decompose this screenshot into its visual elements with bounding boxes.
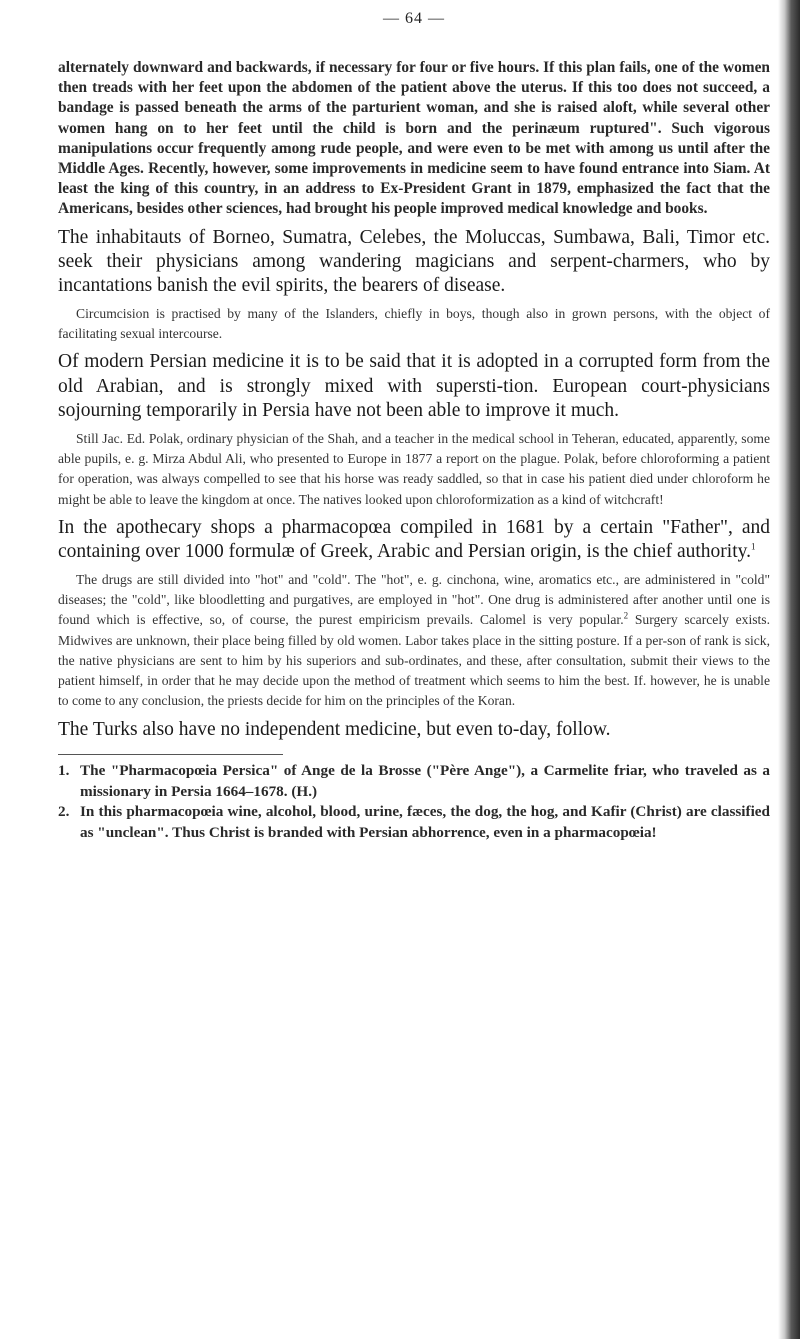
drugs-text-b: Surgery scarcely exists. Midwives are unknown, their place being filled by old women. Labor takes place in the sitting posture. If a per-son of rank is sick, the native physicians are sent to him by his superiors and sub-ordinates, and these, after consultation, submit their views to the patient himself, in order that he may decide upon the method of treatment which seems to him the best. If. however, he is unable to come to any conclusion, the priests decide for him on the principles of the Koran. [58, 612, 770, 709]
scan-binding-edge [778, 0, 800, 1339]
paragraph-polak: Still Jac. Ed. Polak, ordinary physician of the Shah, and a teacher in the medical school in Teheran, educated, apparently, some able pupils, e. g. Mirza Abdul Ali, who presented to Europe in 1877 a report on the plague. Polak, before chloroforming a patient for operation, was always compelled to see that his horse was ready saddled, so that in case his patient died under chloroform he might be able to leave the kingdom at once. The natives looked upon chloroformization as a kind of witchcraft! [58, 430, 770, 507]
footnote-2 [58, 802, 770, 843]
page-number: — 64 — [383, 10, 445, 27]
paragraph-apothecary [58, 516, 770, 565]
footnote-text: The "Pharmacopœia Persica" of Ange de la Brosse ("Père Ange"), a Carmelite friar, who traveled as a missionary in Persia 1664–1678. (H.) [80, 762, 770, 800]
footnote-ref-2: 2 [623, 610, 629, 621]
drugs-text-a: The drugs are still divided into "hot" and "cold". The "hot", e. g. cinchona, wine, aromatics etc., are administered in "cold" diseases; the "cold", like bloodletting and purgatives, are employed in "hot". One drug is administered after another until one is found which is effective, so, of course, the purest empiricism prevails. Calomel is very popular. [58, 571, 770, 628]
footnote-number: 2. [58, 803, 70, 821]
footnote-number: 1. [58, 762, 70, 780]
apothecary-text: In the apothecary shops a pharmacopœa compiled in 1681 by a certain "Father", and containing over 1000 formulæ of Greek, Arabic and Persian origin, is the chief authority. [58, 516, 770, 563]
footnote-divider [58, 754, 283, 755]
footnote-ref-1: 1 [750, 541, 756, 552]
footnote-text: In this pharmacopœia wine, alcohol, blood, urine, fæces, the dog, the hog, and Kafir (Christ) are classified as "unclean". Thus Christ is branded with Persian abhorrence, even in a pharmacopœia! [80, 803, 770, 841]
paragraph-siam-childbirth: alternately downward and backwards, if necessary for four or five hours. If this plan fails, one of the women then treads with her feet upon the abdomen of the patient above the uterus. If this too does not succeed, a bandage is passed beneath the arms of the parturient woman, and she is raised aloft, while several other women hang on to her feet until the child is born and the perinæum ruptured". Such vigorous manipulations occur frequently among rude people, and were even to be met with among us until after the Middle Ages. Recently, however, some improvements in medicine seem to have found entrance into Siam. At least the king of this country, in an address to Ex-President Grant in 1879, emphasized the fact that the Americans, besides other sciences, had brought his people improved medical knowledge and books. [58, 59, 770, 218]
book-page [58, 0, 770, 843]
paragraph-persian-medicine: Of modern Persian medicine it is to be said that it is adopted in a corrupted form from the old Arabian, and is strongly mixed with supersti-tion. European court-physicians sojourning temporarily in Persia have not been able to improve it much. [58, 351, 770, 422]
footnote-1 [58, 761, 770, 802]
paragraph-drugs [58, 570, 770, 712]
paragraph-circumcision: Circumcision is practised by many of the Islanders, chiefly in boys, though also in grown persons, with the object of facilitating sexual intercourse. [58, 305, 770, 342]
paragraph-islands-physicians: The inhabitauts of Borneo, Sumatra, Celebes, the Moluccas, Sumbawa, Bali, Timor etc. seek their physicians among wandering magicians and serpent-charmers, who by incantations banish the evil spirits, the bearers of disease. [58, 226, 770, 297]
paragraph-turks: The Turks also have no independent medicine, but even to-day, follow. [58, 718, 611, 740]
footnotes [58, 754, 770, 843]
